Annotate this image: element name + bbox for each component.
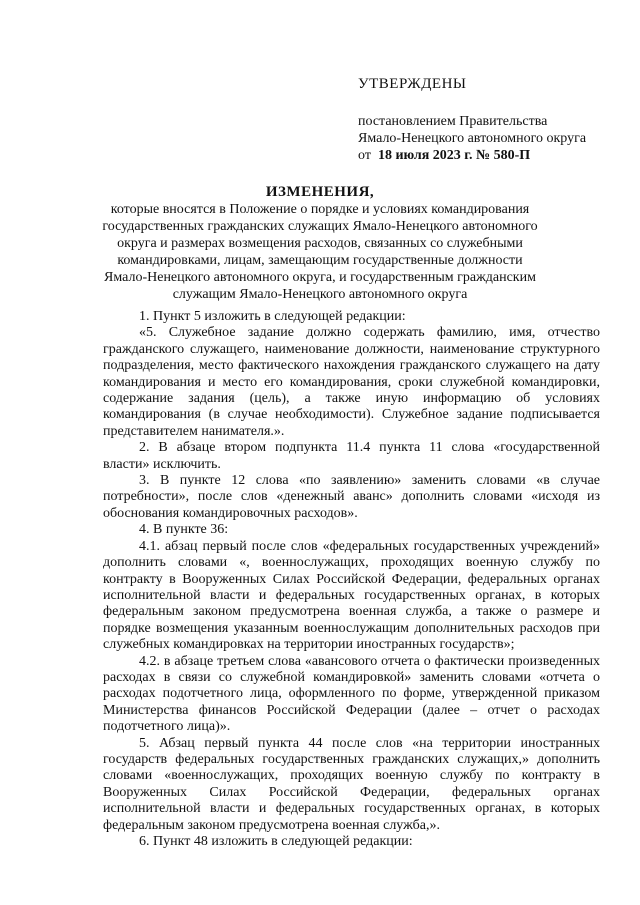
paragraph-4-1: 4.1. абзац первый после слов «федеральных государственных учреждений» дополнить словами «, военнослужащих, проходящих военную службу по контракту в Вооруженных Силах Российской Федерации, федеральных органах исполнительной власти и федеральных государственных органах, в которых федеральным законом предусмотрена военная служба, а также о размере и порядке возмещения указанным военнослужащим дополнительных расходов при служебных командировках на территории иностранных государств»; xyxy=(103,538,600,653)
title-block xyxy=(98,184,542,303)
paragraph-1: 1. Пункт 5 изложить в следующей редакции: xyxy=(139,309,406,324)
paragraph-5: 5. Абзац первый пункта 44 после слов «на территории иностранных государств федеральных государственных гражданских служащих,» дополнить словами «военнослужащих, проходящих военную службу по контракту в Вооруженных Силах Российской Федерации, федеральных органах исполнительной власти и федеральных государственных органах, в которых федеральным законом предусмотрена военная служба,». xyxy=(103,735,600,833)
paragraph-3: 3. В пункте 12 слова «по заявлению» заменить словами «в случае потребности», после слов «денежный аванс» дополнить словами «исходя из обоснования командировочных расходов». xyxy=(103,473,600,521)
paragraph-6: 6. Пункт 48 изложить в следующей редакции: xyxy=(139,834,413,849)
document-title: ИЗМЕНЕНИЯ, xyxy=(265,184,375,200)
approval-date-prefix: от xyxy=(358,148,371,163)
approval-date-value: 18 июля 2023 г. № 580-П xyxy=(377,148,531,163)
approval-block xyxy=(358,76,628,164)
document-subtitle: которые вносятся в Положение о порядке и условиях командирования государственных гражданских служащих Ямало-Ненецкого автономного округа и размерах возмещения расходов, связанных со служебными командировками, лицам, замещающим государственные должности Ямало-Ненецкого автономного округа, и государственным гражданским служащим Ямало-Ненецкого автономного округа xyxy=(102,202,538,302)
approval-stamp: УТВЕРЖДЕНЫ xyxy=(358,76,467,92)
paragraph-4: 4. В пункте 36: xyxy=(139,522,229,538)
paragraph-2: 2. В абзаце втором подпункта 11.4 пункта 11 слова «государственной власти» исключить. xyxy=(103,440,600,472)
approval-line-2: Ямало-Ненецкого автономного округа xyxy=(358,131,587,146)
paragraph-4-2: 4.2. в абзаце третьем слова «авансового отчета о фактически произведенных расходах в связи со служебной командировкой» заменить словами «отчета о расходах подотчетного лица, оформленного по форме, утвержденной приказом Министерства финансов Российской Федерации (далее – отчет о расходах подотчетного лица)». xyxy=(103,653,600,735)
document-body xyxy=(103,309,600,850)
approval-date-line xyxy=(358,147,628,164)
approval-line-1: постановлением Правительства xyxy=(358,114,548,129)
paragraph-1-quote: «5. Служебное задание должно содержать фамилию, имя, отчество гражданского служащего, наименование должности, наименование структурного подразделения, место фактического нахождения гражданского служащего на дату командирования и место его командирования, сроки служебной командировки, содержание задания (цель), а также иную информацию об условиях командирования (в случае необходимости). Служебное задание подписывается представителем нанимателя.». xyxy=(103,325,600,439)
